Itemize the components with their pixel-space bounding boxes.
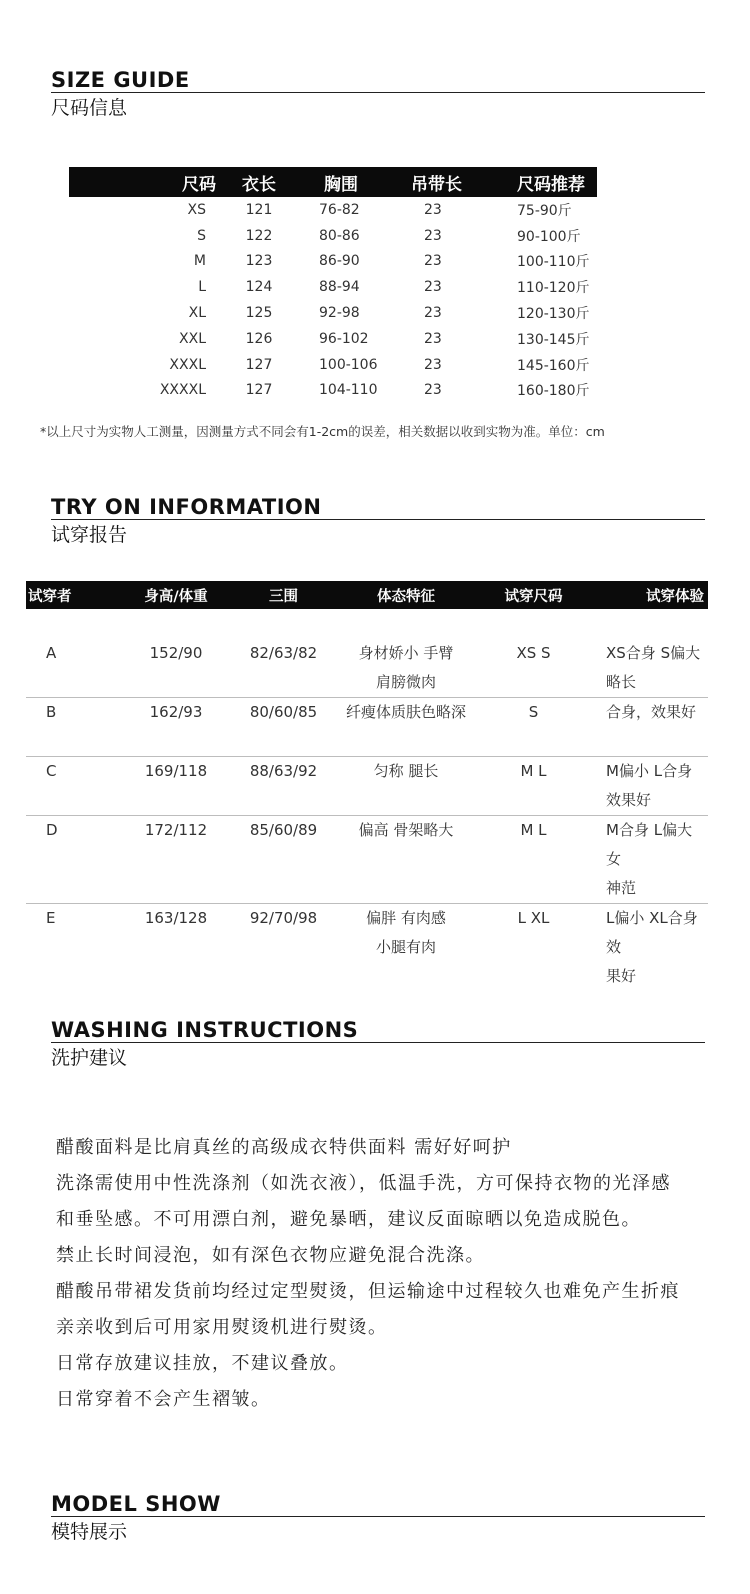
table-cell: 合身，效果好 (586, 698, 708, 757)
table-cell: 96-102 (319, 330, 369, 347)
table-row (69, 249, 669, 275)
washing-header (51, 1018, 705, 1071)
table-cell: 121 (245, 201, 273, 218)
table-cell: 23 (424, 330, 442, 347)
model-show-header (51, 1492, 705, 1545)
table-cell: M L (481, 816, 586, 904)
table-cell: 23 (424, 305, 442, 322)
table-cell: 100-106 (319, 356, 378, 373)
table-cell: B (26, 698, 116, 757)
table-cell: 172/112 (116, 816, 236, 904)
table-cell: 80-86 (319, 227, 360, 244)
instruction-line: 日常穿着不会产生褶皱。 (56, 1389, 271, 1410)
instruction-line: 日常存放建议挂放，不建议叠放。 (56, 1353, 349, 1374)
instruction-line: 和垂坠感。不可用漂白剂，避免暴晒，建议反面晾晒以免造成脱色。 (56, 1209, 641, 1230)
size-guide-header (51, 68, 705, 121)
table-cell: 75-90斤 (517, 202, 572, 219)
table-row (69, 300, 669, 326)
table-cell: M偏小 L合身 效果好 (586, 757, 708, 816)
table-cell: XXL (179, 330, 206, 347)
table-cell: D (26, 816, 116, 904)
table-cell: 130-145斤 (517, 331, 590, 348)
table-row (26, 904, 708, 992)
table-cell: 86-90 (319, 253, 360, 270)
try-on-header (51, 495, 705, 548)
section-title: MODEL SHOW (51, 1492, 705, 1517)
table-cell: A (46, 644, 57, 662)
table-cell: 127 (245, 382, 273, 399)
table-cell: 123 (245, 253, 273, 270)
size-table (69, 167, 669, 403)
table-cell: 偏高 骨架略大 (331, 816, 481, 904)
header-cell: 体态特征 (331, 581, 481, 609)
try-table-header (26, 581, 708, 609)
table-cell: 92/70/98 (236, 904, 331, 992)
table-cell: 110-120斤 (517, 280, 590, 297)
instruction-line: 亲亲收到后可用家用熨烫机进行熨烫。 (56, 1317, 388, 1338)
table-cell: C (26, 757, 116, 816)
table-row (69, 197, 669, 223)
table-cell: 23 (424, 382, 442, 399)
table-cell: 偏胖 有肉感 小腿有肉 (331, 904, 481, 992)
section-subtitle: 试穿报告 (51, 524, 128, 546)
header-cell: 身高/体重 (116, 581, 236, 609)
table-cell: E (26, 904, 116, 992)
section-title: WASHING INSTRUCTIONS (51, 1018, 705, 1043)
instruction-line: 醋酸吊带裙发货前均经过定型熨烫，但运输途中过程较久也难免产生折痕 (56, 1281, 680, 1302)
washing-instructions (56, 1130, 726, 1418)
table-cell: 124 (245, 279, 273, 296)
header-cell: 三围 (236, 581, 331, 609)
table-cell: 152/90 (149, 644, 203, 662)
section-subtitle: 洗护建议 (51, 1047, 128, 1069)
table-cell: 127 (245, 356, 273, 373)
table-cell: 169/118 (116, 757, 236, 816)
table-row (26, 698, 708, 757)
table-cell: 160-180斤 (517, 383, 590, 400)
table-cell: 23 (424, 279, 442, 296)
header-cell: 尺码 (69, 167, 234, 197)
table-cell: 162/93 (116, 698, 236, 757)
header-cell: 试穿体验 (586, 581, 708, 609)
table-cell: 76-82 (319, 201, 360, 218)
table-cell: 身材娇小 手臂 肩膀微肉 (358, 644, 454, 691)
table-cell: XS合身 S偏大 略长 (606, 644, 701, 691)
table-cell: 104-110 (319, 382, 378, 399)
table-cell: M L (481, 757, 586, 816)
table-cell: XS (187, 201, 206, 218)
table-row (26, 639, 708, 698)
table-cell: 145-160斤 (517, 357, 590, 374)
section-title: SIZE GUIDE (51, 68, 705, 93)
table-cell: L (198, 279, 206, 296)
table-cell: 92-98 (319, 305, 360, 322)
table-cell: S (481, 698, 586, 757)
table-cell: 23 (424, 253, 442, 270)
table-cell: 82/63/82 (249, 644, 318, 662)
table-cell: 120-130斤 (517, 306, 590, 323)
header-cell: 试穿尺码 (481, 581, 586, 609)
table-row (69, 352, 669, 378)
table-cell: XXXXL (159, 382, 206, 399)
table-row (69, 274, 669, 300)
table-cell: 126 (245, 330, 273, 347)
table-cell: S (197, 227, 206, 244)
instruction-line: 禁止长时间浸泡，如有深色衣物应避免混合洗涤。 (56, 1245, 485, 1266)
table-cell: 80/60/85 (236, 698, 331, 757)
table-cell: 匀称 腿长 (331, 757, 481, 816)
instruction-line: 洗涤需使用中性洗涤剂（如洗衣液），低温手洗，方可保持衣物的光泽感 (56, 1173, 671, 1194)
table-cell: 163/128 (116, 904, 236, 992)
table-cell: 85/60/89 (236, 816, 331, 904)
table-cell: 23 (424, 227, 442, 244)
table-cell: 23 (424, 356, 442, 373)
table-row (69, 378, 669, 404)
instruction-line: 醋酸面料是比肩真丝的高级成衣特供面料 需好好呵护 (56, 1137, 512, 1158)
table-row (26, 816, 708, 904)
table-cell: 125 (245, 305, 273, 322)
table-cell: L偏小 XL合身 效 果好 (586, 904, 708, 992)
table-cell: 23 (424, 201, 442, 218)
table-cell: 纤瘦体质肤色略深 (331, 698, 481, 757)
table-cell: 100-110斤 (517, 254, 590, 271)
table-cell: 88-94 (319, 279, 360, 296)
table-cell: XL (188, 305, 206, 322)
measurement-note: *以上尺寸为实物人工测量，因测量方式不同会有1-2cm的误差，相关数据以收到实物为准。单位：cm (40, 424, 605, 439)
table-cell: M合身 L偏大 女 神范 (586, 816, 708, 904)
table-row (69, 326, 669, 352)
header-cell: 尺码推荐 (517, 167, 597, 197)
table-cell: 88/63/92 (236, 757, 331, 816)
table-cell: L XL (481, 904, 586, 992)
header-cell: 胸围 (324, 167, 414, 197)
section-subtitle: 尺码信息 (51, 97, 128, 119)
table-cell: XS S (516, 644, 551, 662)
table-cell: XXXL (169, 356, 206, 373)
table-row (69, 223, 669, 249)
section-title: TRY ON INFORMATION (51, 495, 705, 520)
table-row (26, 757, 708, 816)
table-cell: M (193, 253, 206, 270)
header-cell: 衣长 (234, 167, 384, 197)
header-cell: 吊带长 (411, 167, 526, 197)
size-table-header (69, 167, 669, 197)
header-cell: 试穿者 (26, 581, 116, 609)
table-cell: 90-100斤 (517, 228, 581, 245)
section-subtitle: 模特展示 (51, 1521, 128, 1543)
table-cell: 122 (245, 227, 273, 244)
try-on-table (26, 581, 708, 991)
